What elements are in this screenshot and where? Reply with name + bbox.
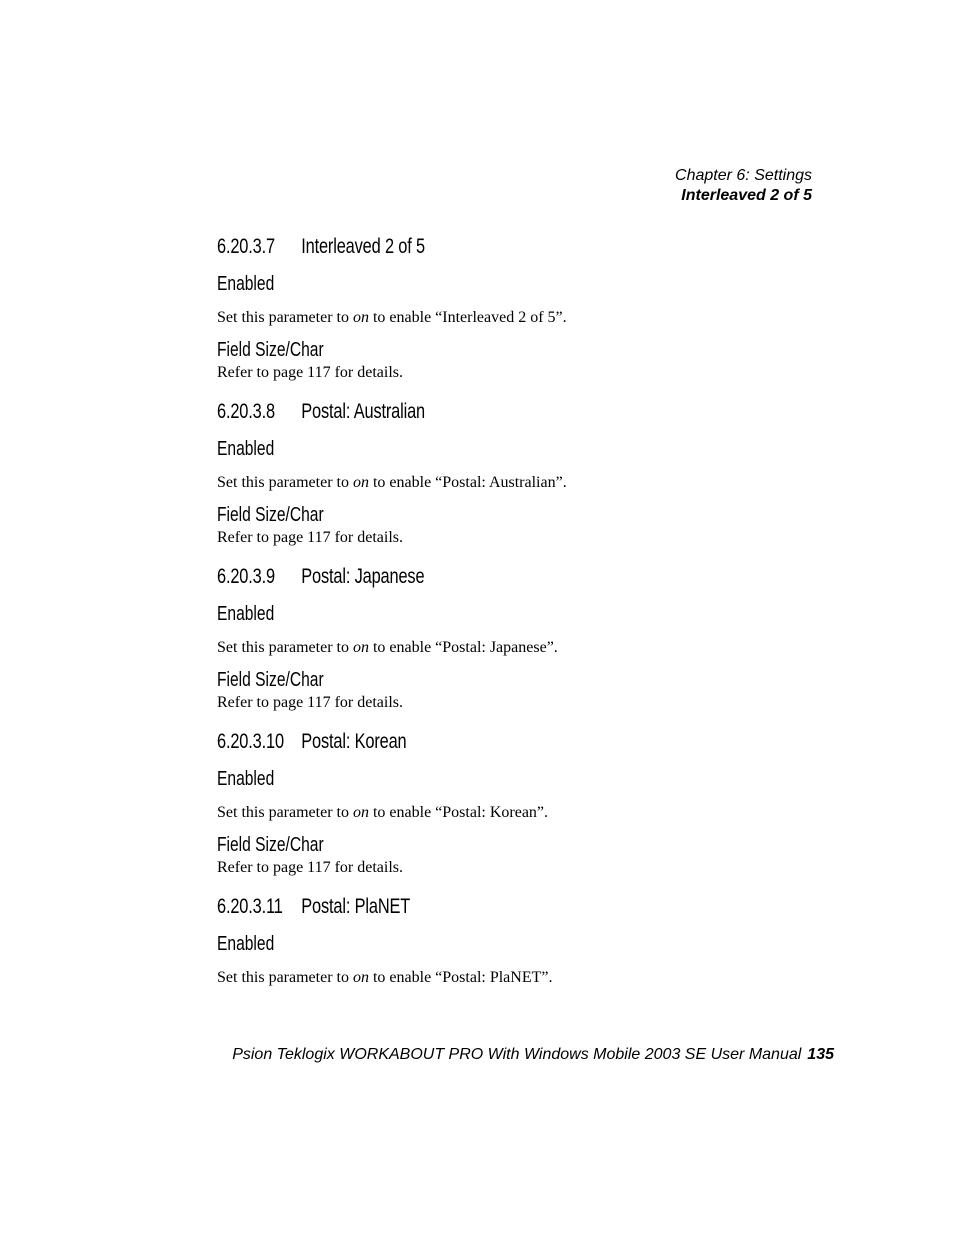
section-postal-korean: [217, 727, 817, 878]
field-size-description: Refer to page 117 for details.: [217, 529, 404, 546]
section-interleaved-2-of-5: [217, 232, 817, 383]
section-postal-australian: [217, 397, 817, 548]
section-title: Postal: Korean: [301, 730, 407, 753]
enabled-keyword: on: [352, 474, 369, 491]
page-content: [217, 232, 817, 988]
enabled-heading: Enabled: [217, 603, 275, 625]
field-size-heading: Field Size/Char: [217, 339, 324, 361]
enabled-description: [217, 308, 817, 328]
section-title: Interleaved 2 of 5: [301, 235, 426, 258]
enabled-prefix: Set this parameter to: [217, 639, 353, 656]
enabled-description: [217, 968, 817, 988]
enabled-prefix: Set this parameter to: [217, 969, 353, 986]
enabled-prefix: Set this parameter to: [217, 474, 353, 491]
enabled-suffix: to enable “Postal: Korean”.: [368, 804, 549, 821]
enabled-description: [217, 473, 817, 493]
enabled-description: [217, 638, 817, 658]
enabled-prefix: Set this parameter to: [217, 804, 353, 821]
running-header-section: Interleaved 2 of 5: [681, 187, 812, 204]
section-number: 6.20.3.8: [217, 400, 275, 423]
page-footer: [232, 1045, 834, 1065]
enabled-heading: Enabled: [217, 768, 275, 790]
section-heading: [217, 562, 685, 592]
field-size-description: Refer to page 117 for details.: [217, 859, 404, 876]
field-size-heading: Field Size/Char: [217, 504, 324, 526]
running-header-chapter: Chapter 6: Settings: [675, 167, 812, 184]
enabled-suffix: to enable “Postal: Australian”.: [368, 474, 567, 491]
enabled-heading: Enabled: [217, 273, 275, 295]
section-postal-japanese: [217, 562, 817, 713]
enabled-suffix: to enable “Postal: Japanese”.: [368, 639, 558, 656]
section-heading: [217, 397, 685, 427]
enabled-heading: Enabled: [217, 933, 275, 955]
section-postal-planet: [217, 892, 817, 988]
section-heading: [217, 232, 685, 262]
enabled-keyword: on: [352, 804, 369, 821]
enabled-keyword: on: [352, 969, 369, 986]
section-number: 6.20.3.7: [217, 235, 275, 258]
running-header: [675, 166, 812, 206]
footer-manual-title: Psion Teklogix WORKABOUT PRO With Windows Mobile 2003 SE User Manual: [232, 1046, 802, 1063]
enabled-keyword: on: [352, 639, 369, 656]
section-number: 6.20.3.11: [217, 895, 283, 918]
enabled-keyword: on: [352, 309, 369, 326]
field-size-description: Refer to page 117 for details.: [217, 364, 404, 381]
section-number: 6.20.3.9: [217, 565, 275, 588]
field-size-heading: Field Size/Char: [217, 669, 324, 691]
enabled-suffix: to enable “Interleaved 2 of 5”.: [368, 309, 567, 326]
section-title: Postal: Australian: [301, 400, 426, 423]
field-size-heading: Field Size/Char: [217, 834, 324, 856]
section-heading: [217, 892, 685, 922]
enabled-suffix: to enable “Postal: PlaNET”.: [368, 969, 553, 986]
section-title: Postal: Japanese: [301, 565, 425, 588]
section-heading: [217, 727, 685, 757]
enabled-heading: Enabled: [217, 438, 275, 460]
enabled-prefix: Set this parameter to: [217, 309, 353, 326]
section-title: Postal: PlaNET: [301, 895, 411, 918]
enabled-description: [217, 803, 817, 823]
page-number: 135: [807, 1046, 834, 1063]
field-size-description: Refer to page 117 for details.: [217, 694, 404, 711]
section-number: 6.20.3.10: [217, 730, 284, 753]
